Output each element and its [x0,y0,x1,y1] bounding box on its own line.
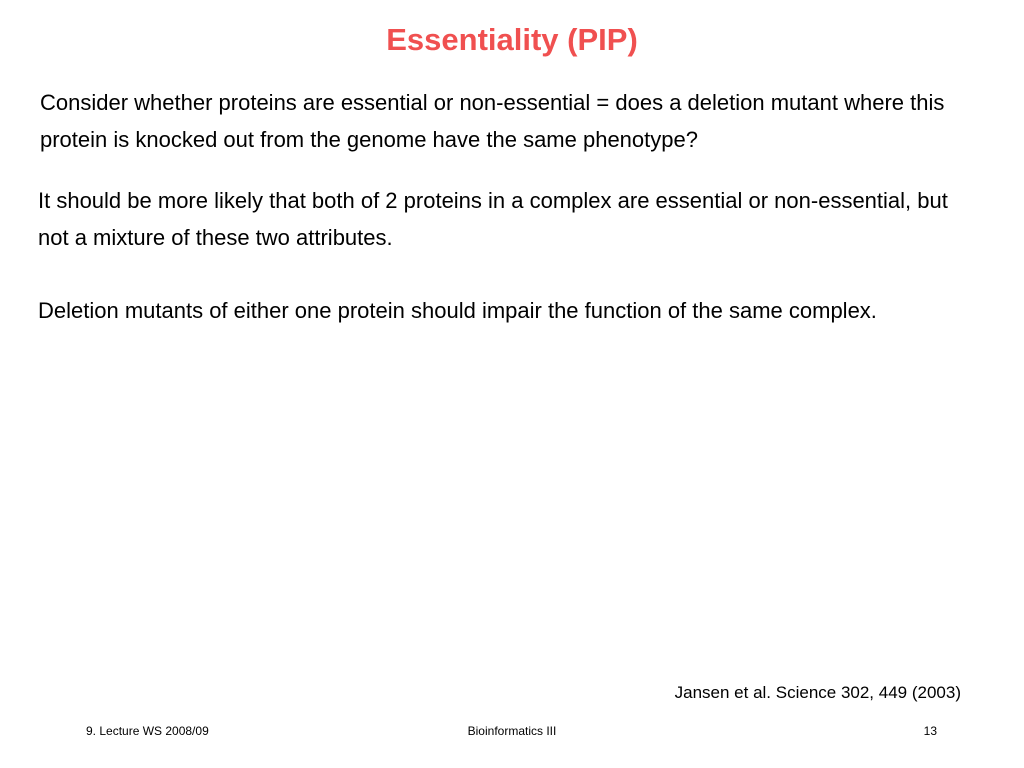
point-paragraph-1: It should be more likely that both of 2 proteins in a complex are essential or non-essential, but not a mixture of these two attributes. [38,188,948,250]
footer-page-number: 13 [923,724,937,738]
point-paragraph-2: Deletion mutants of either one protein should impair the function of the same complex. [38,298,877,323]
footer-course: Bioinformatics III [467,724,557,738]
footer-lecture: 9. Lecture WS 2008/09 [86,724,209,738]
slide-title: Essentiality (PIP) [386,22,638,57]
intro-paragraph: Consider whether proteins are essential or non-essential = does a deletion mutant where this protein is knocked out from the genome have the same phenotype? [40,90,945,152]
citation: Jansen et al. Science 302, 449 (2003) [674,683,961,702]
